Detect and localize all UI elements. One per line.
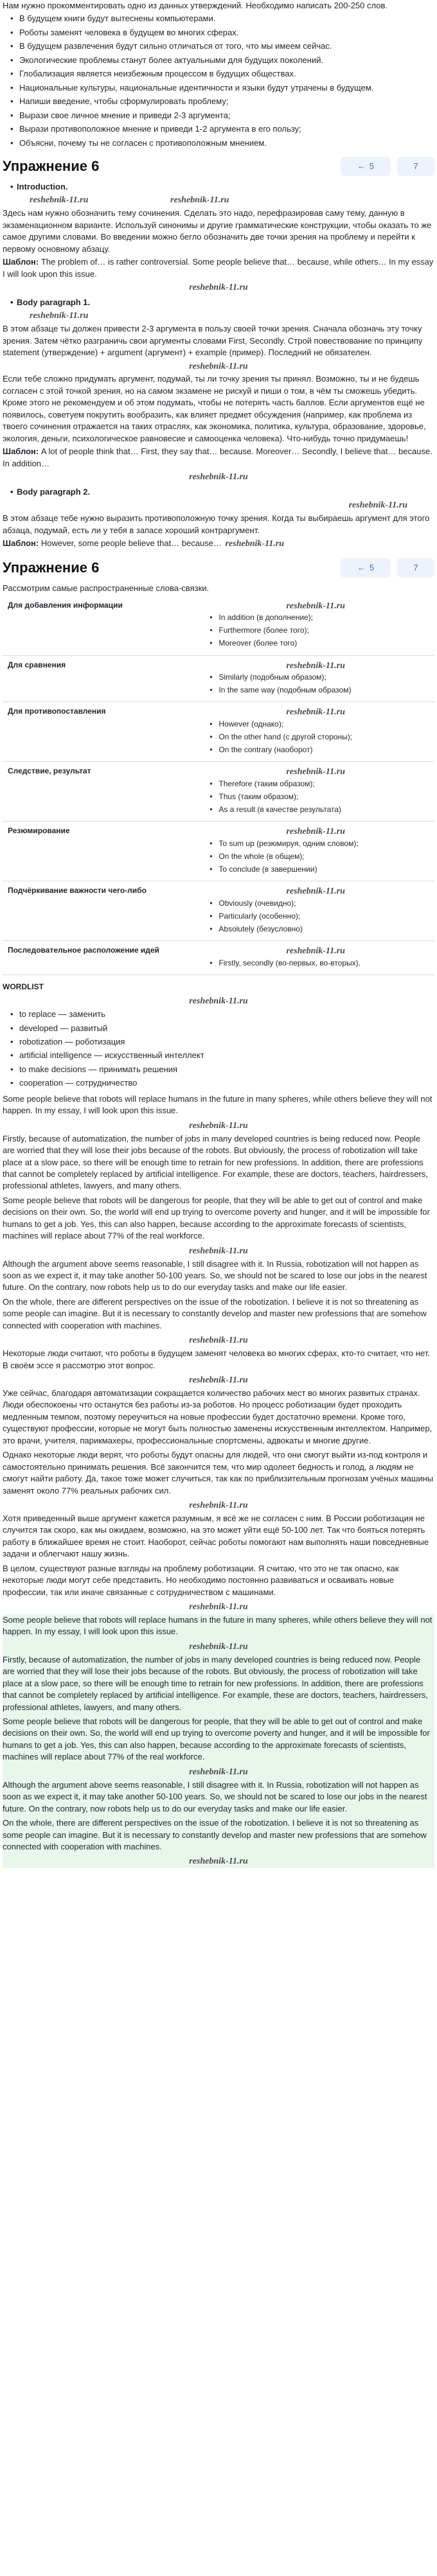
essay-english-highlighted	[3, 1614, 434, 1868]
watermark: reshebnik-11.ru	[189, 1246, 248, 1256]
prev-exercise-number: 5	[369, 562, 375, 572]
essay-paragraph-en: Some people believe that robots will be dangerous for people, that they will be able to get out of control and make decisions on their own. So, the world will end up trying to overcome poverty and hunger, and it will be impossible for humans to get a job. Yes, this can also happen, because according to the approximate forecasts of scientists, machines will replace about 77% of the real workforce.	[3, 1195, 430, 1241]
statement-item: • В будущем книги будут вытеснены компьютерами.	[14, 13, 434, 24]
statement-item: • Роботы заменят человека в будущем во многих сферах.	[14, 27, 434, 39]
template-label: Шаблон:	[3, 257, 39, 267]
phrase-list	[202, 838, 429, 875]
exercise-nav	[341, 558, 434, 578]
linking-words-lead: Рассмотрим самые распространенные слова-связки.	[3, 583, 210, 594]
watermark-row	[3, 1374, 434, 1387]
phrase-item: • In addition (в дополнение);	[213, 612, 429, 623]
linking-phrases	[197, 762, 434, 822]
linking-phrases	[197, 822, 434, 881]
statement-item: • В будущем развлечения будут сильно отличаться от того, что мы имеем сейчас.	[14, 40, 434, 52]
linking-category: Для сравнения	[3, 655, 197, 702]
linking-category: Следствие, результат	[3, 762, 197, 822]
phrase-item: • In the same way (подобным образом)	[213, 685, 429, 696]
watermark-row	[3, 1766, 434, 1779]
linking-phrases	[197, 881, 434, 941]
watermark: reshebnik-11.ru	[286, 601, 345, 611]
plan-item: • Напиши введение, чтобы сформулировать проблему;	[14, 96, 434, 107]
watermark: reshebnik-11.ru	[189, 472, 248, 482]
watermark-row	[3, 360, 434, 373]
body-paragraph-2-text: В этом абзаце тебе нужно выразить противоположную точку зрения. Когда ты выбираешь аргумент для этого абзаца, подумай, есть ли у тебя в запасе хороший контраргумент.	[3, 513, 430, 535]
linking-phrases	[197, 596, 434, 655]
wordlist-item: • cooperation — сотрудничество	[14, 1077, 434, 1089]
essay-paragraph-ru: Однако некоторые люди верят, что роботы будут опасны для людей, что они смогут выйти из-под контроля и самостоятельно принимать решения. Всё закончится тем, что мир одолеет бедность и голод, а людям не смогут найти работу. Да, такое тоже может случиться, так как по приблизительным прогнозам учёных машины заменят около 77% реальных рабочих сил.	[3, 1450, 434, 1495]
watermark: reshebnik-11.ru	[286, 767, 345, 777]
arrow-left-icon: ←	[357, 161, 366, 171]
wordlist-item: • robotization — роботизация	[14, 1036, 434, 1048]
linking-words-table	[3, 596, 434, 976]
table-row	[3, 941, 434, 975]
linking-category: Для добавления информации	[3, 596, 197, 655]
watermark-row	[3, 1855, 434, 1868]
watermark: reshebnik-11.ru	[189, 1602, 248, 1612]
essay-paragraph-ru: Уже сейчас, благодаря автоматизации сокращается количество рабочих мест во многих развитых странах. Люди обеспокоены что останутся без работы из-за роботов. Но процесс роботизации будет проходить медленным темпом, поэтому переучиться на новые профессии будет достаточно времени. Кроме того, существуют профессии, которые не могут быть полностью заменены искусственным интеллектом. Например, это врачи, учителя, парикмахеры, профессиональные спортсмены, адвокаты и многие другие.	[3, 1388, 433, 1445]
essay-english	[3, 1093, 434, 1347]
statement-item: • Национальные культуры, национальные идентичности и языки будут утрачены в будущем.	[14, 82, 434, 94]
watermark: reshebnik-11.ru	[30, 195, 89, 206]
watermark: reshebnik-11.ru	[189, 1501, 248, 1511]
next-exercise-button[interactable]	[397, 558, 434, 578]
plan-item: • Объясни, почему ты не согласен с противоположным мнением.	[14, 137, 434, 149]
phrase-item: • On the other hand (с другой стороны);	[213, 732, 429, 743]
phrase-item: • Absolutely (безусловно)	[213, 924, 429, 935]
linking-phrases	[197, 702, 434, 762]
essay-paragraph-en: On the whole, there are different perspectives on the issue of the robotization. I believe it is not so threatening as some people can imagine. But it is necessary to constantly develop and master new professions that are somehow connected with cooperation with machines.	[3, 1818, 427, 1851]
essay-paragraph-en: Firstly, because of automatization, the number of jobs in many developed countries is being reduced now. People are worried that they will lose their jobs because of the robots. But obviously, the process of robotization will take place at a slow pace, so there will be enough time to retrain for new professions. In addition, there are professions that cannot be completely replaced by artificial intelligence. For example, these are doctors, teachers, hairdressers, professional athletes, lawyers, and many others.	[3, 1654, 428, 1712]
plan-item: • Вырази противоположное мнение и приведи 1-2 аргумента в его пользу;	[14, 123, 434, 135]
watermark-row	[3, 194, 434, 207]
watermark: reshebnik-11.ru	[189, 283, 248, 293]
table-row	[3, 655, 434, 702]
table-row	[3, 881, 434, 941]
watermark-row	[3, 1120, 434, 1133]
phrase-item: • On the contrary (наоборот)	[213, 745, 429, 755]
watermark: reshebnik-11.ru	[189, 1767, 248, 1777]
watermark: reshebnik-11.ru	[189, 996, 248, 1007]
watermark-row	[3, 1334, 434, 1347]
linking-category: Резюмирование	[3, 822, 197, 881]
watermark: reshebnik-11.ru	[189, 1375, 248, 1386]
table-row	[3, 596, 434, 655]
phrase-item: • Obviously (очевидно);	[213, 898, 429, 909]
essay-paragraph-en: On the whole, there are different perspectives on the issue of the robotization. I believe it is not so threatening as some people can imagine. But it is necessary to constantly develop and master new professions that are somehow connected with cooperation with machines.	[3, 1296, 427, 1330]
phrase-list	[202, 719, 429, 755]
linking-category: Для противопоставления	[3, 702, 197, 762]
exercise-section-2	[3, 557, 434, 1868]
wordlist-item: • artificial intelligence — искусственный интеллект	[14, 1050, 434, 1061]
watermark: reshebnik-11.ru	[286, 887, 345, 897]
exercise-section-1	[3, 155, 434, 551]
watermark: reshebnik-11.ru	[286, 660, 345, 671]
introduction-template	[3, 256, 434, 280]
table-row	[3, 702, 434, 762]
watermark: reshebnik-11.ru	[189, 1641, 248, 1652]
essay-paragraph-ru: В целом, существуют разные взгляды на проблему роботизации. Я считаю, что это не так опасно, как некоторые люди могут себе представить. Но необходимо постоянно развиваться и осваивать новые профессии, так или иначе связанные с сотрудничеством с машинами.	[3, 1563, 399, 1597]
linking-phrases	[197, 655, 434, 702]
prev-exercise-number: 5	[369, 161, 375, 171]
watermark-row	[3, 1641, 434, 1654]
next-exercise-number: 7	[413, 562, 418, 572]
template-label: Шаблон:	[3, 446, 39, 457]
body-paragraph-2-template	[3, 538, 434, 551]
statement-item: • Глобализация является неизбежным процессом в будущих обществах.	[14, 68, 434, 80]
essay-paragraph-en: Although the argument above seems reasonable, I still disagree with it. In Russia, robotization will not happen as soon as we expect it, it may take another 50-100 years. So, we should not be scared to lose our jobs in the nearest future. On the contrary, now robots help us to do our everyday tasks and make our life easier.	[3, 1779, 427, 1813]
watermark: reshebnik-11.ru	[286, 707, 345, 718]
body-paragraph-1-text: В этом абзаце ты должен привести 2-3 аргумента в пользу своей точки зрения. Сначала обозначь эту точку зрения. Затем чётко разграничь свои аргументы словами First, Secondly. Строй повествование по принципу statement (утверждение) + argument (аргумент) + example (пример). Последний не обязателен.	[3, 324, 423, 358]
watermark-row	[3, 1499, 434, 1512]
body-paragraph-2-heading: • Body paragraph 2.	[17, 486, 434, 498]
plan-item: • Вырази свое личное мнение и приведи 2-3 аргумента;	[14, 110, 434, 121]
template-label: Шаблон:	[3, 538, 39, 549]
statement-item: • Экологические проблемы станут более актуальными для будущих поколений.	[14, 55, 434, 66]
body-paragraph-1-template	[3, 446, 434, 470]
template-text: However, some people believe that… because…	[40, 538, 222, 549]
essay-paragraph-en: Although the argument above seems reasonable, I still disagree with it. In Russia, robotization will not happen as soon as we expect it, it may take another 50-100 years. So, we should not be scared to lose our jobs in the nearest future. On the contrary, now robots help us to do our everyday tasks and make our life easier.	[3, 1258, 427, 1292]
prev-exercise-button[interactable]	[341, 558, 391, 578]
linking-phrases	[197, 941, 434, 975]
phrase-list	[202, 779, 429, 815]
phrase-item: • Particularly (особенно);	[213, 911, 429, 922]
prev-exercise-button[interactable]	[341, 157, 391, 176]
essay-paragraph-en: Some people believe that robots will be dangerous for people, that they will be able to get out of control and make decisions on their own. So, the world will end up trying to overcome poverty and hunger, and it will be impossible for humans to get a job. Yes, this can also happen, because according to the approximate forecasts of scientists, machines will replace about 77% of the real workforce.	[3, 1716, 430, 1762]
phrase-list	[202, 672, 429, 696]
phrase-item: • As a result (в качестве результата)	[213, 804, 429, 815]
watermark: reshebnik-11.ru	[286, 946, 345, 957]
watermark: reshebnik-11.ru	[189, 1120, 248, 1131]
intro-section	[3, 0, 434, 149]
watermark-row	[3, 310, 434, 322]
phrase-list	[202, 958, 429, 969]
table-row	[3, 822, 434, 881]
phrase-item: • On the whole (в общем);	[213, 851, 429, 862]
linking-category: Последовательное расположение идей	[3, 941, 197, 975]
exercise-nav	[341, 157, 434, 176]
introduction-text: Здесь нам нужно обозначить тему сочинения. Сделать это надо, перефразировав саму тему, данную в экзаменационном варианте. Используй синонимы и другие грамматические конструкции, чтобы оказать то же самое другими словами. Во введении можно бегло обозначить две точки зрения на проблему и перейти к первому основному абзацу.	[3, 208, 432, 254]
introduction-heading: • Introduction.	[17, 181, 434, 193]
arrow-left-icon: ←	[357, 562, 366, 572]
watermark: reshebnik-11.ru	[286, 827, 345, 837]
exercise-header	[3, 557, 434, 579]
watermark-row	[3, 471, 434, 484]
essay-paragraph-en: Firstly, because of automatization, the number of jobs in many developed countries is being reduced now. People are worried that they will lose their jobs because of the robots. But obviously, the process of robotization will take place at a slow pace, so there will be enough time to retrain for new professions. In addition, there are professions that cannot be completely replaced by artificial intelligence. For example, these are doctors, teachers, hairdressers, professional athletes, lawyers, and many others.	[3, 1133, 428, 1191]
statement-list	[3, 13, 434, 149]
body-paragraph-1-heading: • Body paragraph 1.	[17, 297, 434, 308]
phrase-item: • Moreover (более того)	[213, 638, 429, 649]
wordlist-item: • to make decisions — принимать решения	[14, 1064, 434, 1075]
phrase-item: • To sum up (резюмируя, одним словом);	[213, 838, 429, 849]
phrase-item: • To conclude (в завершении)	[213, 864, 429, 875]
watermark: reshebnik-11.ru	[189, 1336, 248, 1346]
watermark: reshebnik-11.ru	[225, 539, 284, 549]
next-exercise-button[interactable]	[397, 157, 434, 176]
intro-lead: Нам нужно прокомментировать одно из данных утверждений. Необходимо написать 200-250 слов.	[3, 1, 388, 10]
table-row	[3, 762, 434, 822]
exercise-header	[3, 155, 434, 177]
essay-paragraph-en: Some people believe that robots will replace humans in the future in many spheres, while others believe they will not happen. In my essay, I will look upon this issue.	[3, 1093, 433, 1116]
watermark: reshebnik-11.ru	[189, 1857, 248, 1867]
next-exercise-number: 7	[413, 161, 418, 171]
template-text: The problem of… is rather controversial. Some people believe that… because, while others… In my essay I will look upon this issue.	[3, 257, 434, 279]
exercise-title: Упражнение 6	[3, 158, 100, 175]
watermark-row	[3, 1245, 434, 1258]
phrase-item: • Similarly (подобным образом);	[213, 672, 429, 683]
essay-paragraph-ru: Некоторые люди считают, что роботы в будущем заменят человека во многих сферах, кто-то считает, что нет. В своём эссе я рассмотрю этот вопрос.	[3, 1348, 430, 1370]
phrase-list	[202, 612, 429, 649]
wordlist-title: WORDLIST	[3, 982, 44, 992]
wordlist-item: • developed — развитый	[14, 1023, 434, 1034]
essay-russian	[3, 1348, 434, 1614]
watermark: reshebnik-11.ru	[30, 311, 89, 321]
template-text: A lot of people think that… First, they say that… because. Moreover… Secondly, I believe that… because. In addition…	[3, 446, 433, 468]
watermark-row	[3, 281, 434, 294]
watermark-row	[3, 1601, 434, 1614]
exercise-title: Упражнение 6	[3, 560, 100, 576]
phrase-item: • Firstly, secondly (во-первых, во-вторых).	[213, 958, 429, 969]
watermark-row	[3, 995, 434, 1008]
watermark-row	[3, 499, 434, 512]
phrase-item: • However (однако);	[213, 719, 429, 730]
phrase-item: • Furthermore (более того);	[213, 625, 429, 636]
watermark: reshebnik-11.ru	[170, 195, 229, 206]
linking-category: Подчёркивание важности чего-либо	[3, 881, 197, 941]
essay-paragraph-en: Some people believe that robots will replace humans in the future in many spheres, while others believe they will not happen. In my essay, I will look upon this issue.	[3, 1614, 433, 1637]
wordlist-item: • to replace — заменить	[14, 1009, 434, 1020]
watermark: reshebnik-11.ru	[189, 361, 248, 371]
body-paragraph-1-text-2: Если тебе сложно придумать аргумент, подумай, ты ли точку зрения ты принял. Возможно, ты и не будешь согласен с этой точкой зрения, но на самом экзамене не рискуй и пиши о том, в чём ты сможешь убедить. Кроме этого не рекомендуем и об этом подумать, чтобы не потерять часть баллов. Если аргументов ещё не появилось, советуем покрутить вообразить, как влияет предмет обсуждения (например, как проблема из твоего сочинения отражается на таких отраслях, как экономика, политика, культура, образование, здоровье, экология, деньги, психологическое равновесие и самооценка человека). Что-нибудь точно придумаешь!	[3, 374, 426, 443]
wordlist	[3, 1009, 434, 1090]
phrase-list	[202, 898, 429, 935]
essay-paragraph-ru: Хотя приведенный выше аргумент кажется разумным, я всё же не согласен с ним. В России роботизация не случится так скоро, как мы ожидаем, возможно, на это может уйти ещё 50-100 лет. Так что бояться потерять работу в ближайшее время не стоит. Наоборот, сейчас роботы помогают нам выполнять наши повседневные задачи и облегчают нашу жизнь.	[3, 1513, 429, 1559]
phrase-item: • Therefore (таким образом);	[213, 779, 429, 790]
phrase-item: • Thus (таким образом);	[213, 791, 429, 802]
watermark: reshebnik-11.ru	[348, 500, 407, 511]
